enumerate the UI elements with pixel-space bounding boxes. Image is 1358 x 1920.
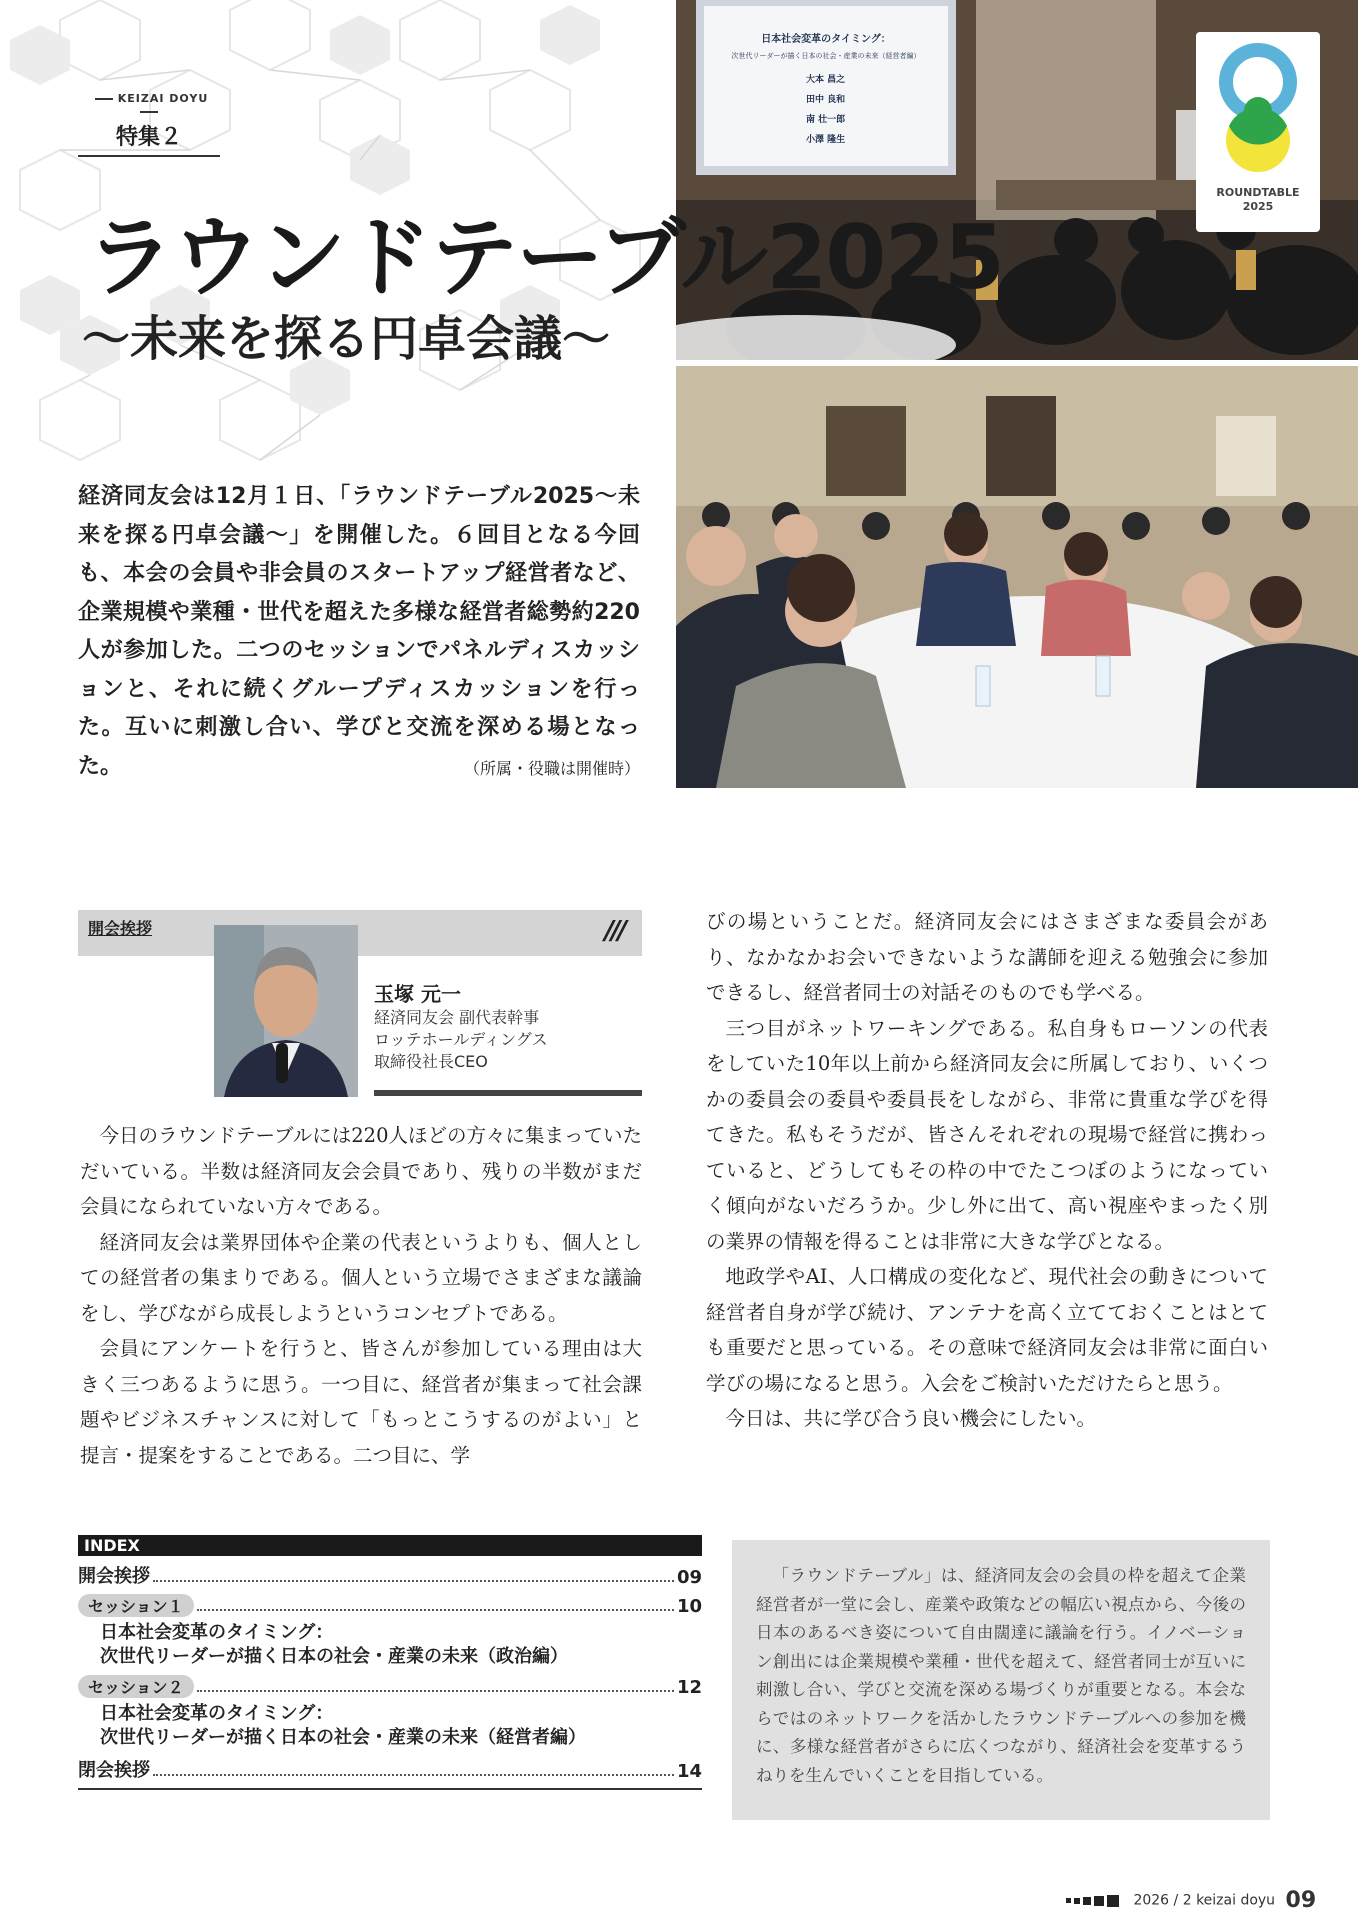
index-bottom-rule [78,1788,702,1790]
index-item-title: セッション１ [78,1594,194,1617]
index-leader [153,1580,674,1582]
index-item-title: 閉会挨拶 [78,1760,150,1781]
slide-name-2: 田中 良和 [806,95,846,105]
body-column-1 [80,1118,642,1473]
logo-text-line1: ROUNDTABLE [1216,186,1300,199]
index-item-subtitle [78,1621,702,1669]
feature-tag [78,92,220,157]
lead-text: 経済同友会は12月１日、「ラウンドテーブル2025〜未来を探る円卓会議〜」を開催した。６回目となる今回も、本会の会員や非会員のスタートアップ経営者など、企業規模や業種・世代を超えた多様な経営者総勢約220人が参加した。二つのセッションでパネルディスカッションと、それに続くグループディスカッションを行った。互いに刺激し合い、学びと交流を深める場となった。 [78,484,640,779]
index-box [78,1535,702,1790]
affiliation-note: （所属・役職は開催時） [463,758,640,778]
stripes-icon: /// [604,916,624,946]
slide-line1: 日本社会変革のタイミング： [761,34,891,45]
roundtable-2025-logo [1196,32,1320,232]
index-item-page: 09 [676,1567,702,1588]
page-subtitle: 〜未来を探る円卓会議〜 [82,311,611,367]
feature-tag-en: KEIZAI DOYU [78,92,220,118]
body-paragraph-continued: びの場ということだ。経済同友会にはさまざまな委員会があり、なかなかお会いできないような講師を迎える勉強会に参加できるし、経営者同士の対話そのものでも学べる。 [706,910,1268,1004]
index-item-page: 12 [676,1677,702,1698]
index-item-opening[interactable] [78,1562,702,1588]
speaker-role-1: 経済同友会 副代表幹事 [374,1008,540,1027]
body-paragraph: 今日のラウンドテーブルには220人ほどの方々に集まっていただいている。半数は経済同友会会員であり、残りの半数がまだ会員になられていない方々である。 [80,1124,642,1218]
index-item-page: 14 [676,1761,702,1782]
index-item-title: セッション２ [78,1675,194,1698]
body-paragraph: 会員にアンケートを行うと、皆さんが参加している理由は大きく三つあるように思う。一つ目に、経営者が集まって社会課題やビジネスチャンスに対して「もっとこうするのがよい」と提言・提案をすることである。二つ目に、学 [80,1337,642,1467]
index-subtitle-line: 次世代リーダーが描く日本の社会・産業の未来（政治編） [100,1646,568,1667]
index-subtitle-line: 次世代リーダーが描く日本の社会・産業の未来（経営者編） [100,1727,586,1748]
speaker-role-3: 取締役社長CEO [374,1052,488,1071]
logo-text-line2: 2025 [1242,200,1274,213]
index-item-closing[interactable] [78,1756,702,1782]
body-paragraph: 今日は、共に学び合う良い機会にしたい。 [725,1407,1097,1430]
index-leader [153,1774,674,1776]
page-title: ラウンドテーブル2025 [86,206,1004,309]
index-item-session2[interactable] [78,1675,702,1698]
body-paragraph: 地政学やAI、人口構成の変化など、現代社会の動きについて経営者自身が学び続け、アンテナを高く立てておくことはとても重要だと思っている。その意味で経済同友会は非常に面白い学びの場になると思う。入会をご検討いただけたらと思う。 [706,1265,1268,1395]
index-item-session1[interactable] [78,1594,702,1617]
footer-square-icon [1074,1898,1080,1904]
lead-paragraph [78,478,640,788]
group-discussion-photo [676,366,1358,788]
slide-name-3: 南 壮一郎 [806,115,846,125]
slide-line2: 次世代リーダーが描く日本の社会・産業の未来（経営者編） [731,52,921,60]
index-item-title: 開会挨拶 [78,1566,150,1587]
speaker-info [374,978,548,1073]
index-heading: INDEX [78,1535,702,1556]
slide-name-1: 大本 昌之 [806,75,846,85]
index-leader [197,1609,674,1611]
section-label: 開会挨拶 [88,919,153,938]
feature-tag-ja: 特集２ [78,120,220,157]
index-item-page: 10 [676,1596,702,1617]
footer-magazine: keizai doyu [1196,1892,1276,1909]
index-item-subtitle [78,1702,702,1750]
about-roundtable-box: 「ラウンドテーブル」は、経済同友会の会員の枠を超えて企業経営者が一堂に会し、産業や政策などの幅広い視点から、今後の日本のあるべき姿について自由闊達に議論を行う。イノベーション創出には企業規模や業種・世代を超えて、経営者同士が互いに刺激し合い、学びと交流を深める場づくりが重要となる。本会ならではのネットワークを活かしたラウンドテーブルへの参加を機に、多様な経営者がさらに広くつながり、経済社会を変革するうねりを生んでいくことを目指している。 [732,1540,1270,1820]
footer-square-icon [1094,1896,1104,1906]
footer-square-icon [1107,1895,1119,1907]
speaker-name: 玉塚 元一 [374,982,461,1006]
index-subtitle-line: 日本社会変革のタイミング： [100,1622,334,1643]
page-number: 09 [1285,1888,1317,1913]
speaker-role-2: ロッテホールディングス [374,1030,548,1049]
speaker-portrait [214,925,358,1097]
body-paragraph: 経済同友会は業界団体や企業の代表というよりも、個人としての経営者の集まりである。個人という立場でさまざまな議論をし、学びながら成長しようというコンセプトである。 [80,1230,642,1325]
opening-remarks-header [78,910,642,956]
page-footer [1066,1888,1316,1913]
body-column-2 [706,904,1268,1437]
index-leader [197,1690,674,1692]
footer-issue: 2026 / 2 [1133,1892,1192,1909]
footer-square-icon [1083,1897,1091,1905]
slide-name-4: 小澤 隆生 [806,135,846,145]
index-subtitle-line: 日本社会変革のタイミング： [100,1703,334,1724]
body-paragraph: 三つ目がネットワーキングである。私自身もローソンの代表をしていた10年以上前から経済同友会に所属しており、いくつかの委員会の委員や委員長をしながら、非常に貴重な学びを得てきた。私もそうだが、皆さんそれぞれの現場で経営に携わっていると、どうしてもその枠の中でたこつぼのようになっていく傾向がないだろうか。少し外に出て、高い視座やまったく別の業界の情報を得ることは非常に大きな学びとなる。 [706,1016,1268,1253]
speaker-divider [374,1090,642,1096]
footer-square-icon [1066,1898,1071,1903]
